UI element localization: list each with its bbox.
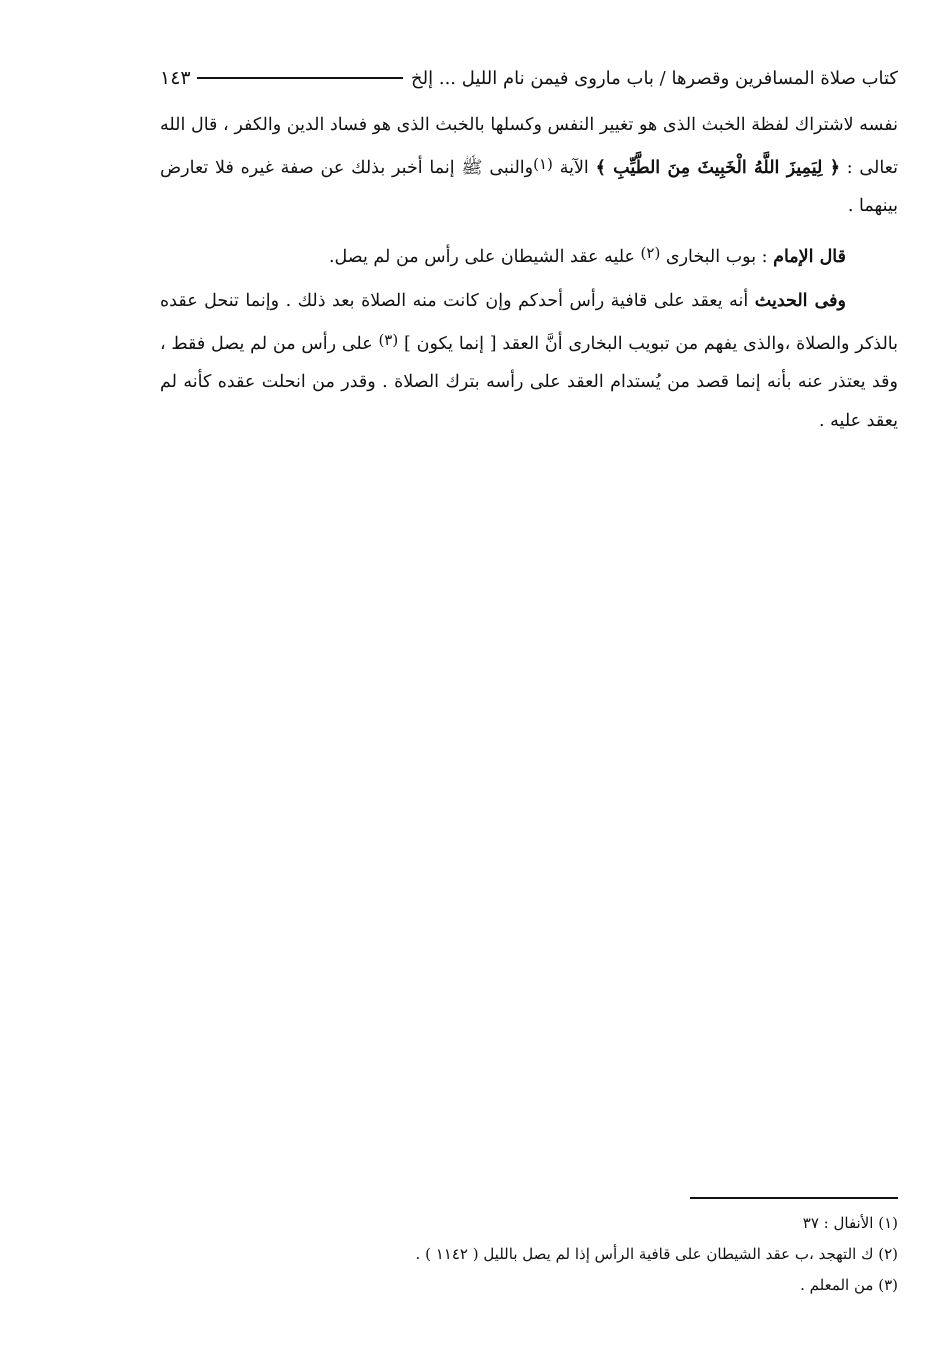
footnote-1: (١) الأنفال : ٣٧ [802,1214,898,1232]
footnote-3: (٣) من المعلم . [800,1276,898,1294]
footnote-separator [690,1197,898,1199]
header-rule [197,77,403,79]
para3-text-b: على رأس من لم يصل فقط ، وقد يعتذر عنه بأنه إنما قصد من يُستدام العقد على رأسه بترك الصلاة . وقدر من انحلت عقده كأنه لم يعقد عليه . [160,333,898,431]
quran-verse: ﴿ لِيَمِيزَ اللَّهُ الْخَبِيثَ مِنَ الطَّيِّبِ ﴾ [595,157,840,178]
footnote-ref-3: (٣) [378,330,399,349]
footnote-ref-2: (٢) [640,243,661,262]
para2-lead: قال الإمام [773,246,846,267]
footnotes [300,1208,898,1301]
footnote-2: (٢) ك التهجد ،ب عقد الشيطان على قافية الرأس إذا لم يصل بالليل ( ١١٤٢ ) . [415,1245,898,1263]
para3-text-a: أنه يعقد على قافية رأس أحدكم وإن كانت منه الصلاة بعد ذلك . وإنما تنحل عقده بالذكر والصلاة ،والذى يفهم من تبويب البخارى أنَّ العقد [ إنما يكون ] [160,291,898,354]
para2-text-a: : بوب البخارى [660,246,774,267]
main-text [160,106,898,440]
para1-text-b: الآية [552,157,596,178]
para2-text-b: عليه عقد الشيطان على رأس من لم يصل. [328,246,641,267]
para1-text-c: والنبى ﷺ إنما أخبر بذلك عن صفة غيره فلا تعارض بينهما . [160,157,898,216]
paragraph-1 [160,106,898,226]
para3-lead: وفى الحديث [754,291,846,311]
page-number: ١٤٣ [160,67,191,89]
paragraph-3 [160,282,898,440]
paragraph-2 [160,234,898,277]
footnote-ref-1: (١) [533,154,553,173]
para1-text-a: نفسه لاشتراك لفظة الخبث الذى هو تغيير النفس وكسلها بالخبث الذى هو فساد الدين والكفر ، قال الله تعالى : [160,115,898,178]
running-header [160,60,898,96]
header-title: كتاب صلاة المسافرين وقصرها / باب ماروى فيمن نام الليل ... إلخ [411,67,898,89]
